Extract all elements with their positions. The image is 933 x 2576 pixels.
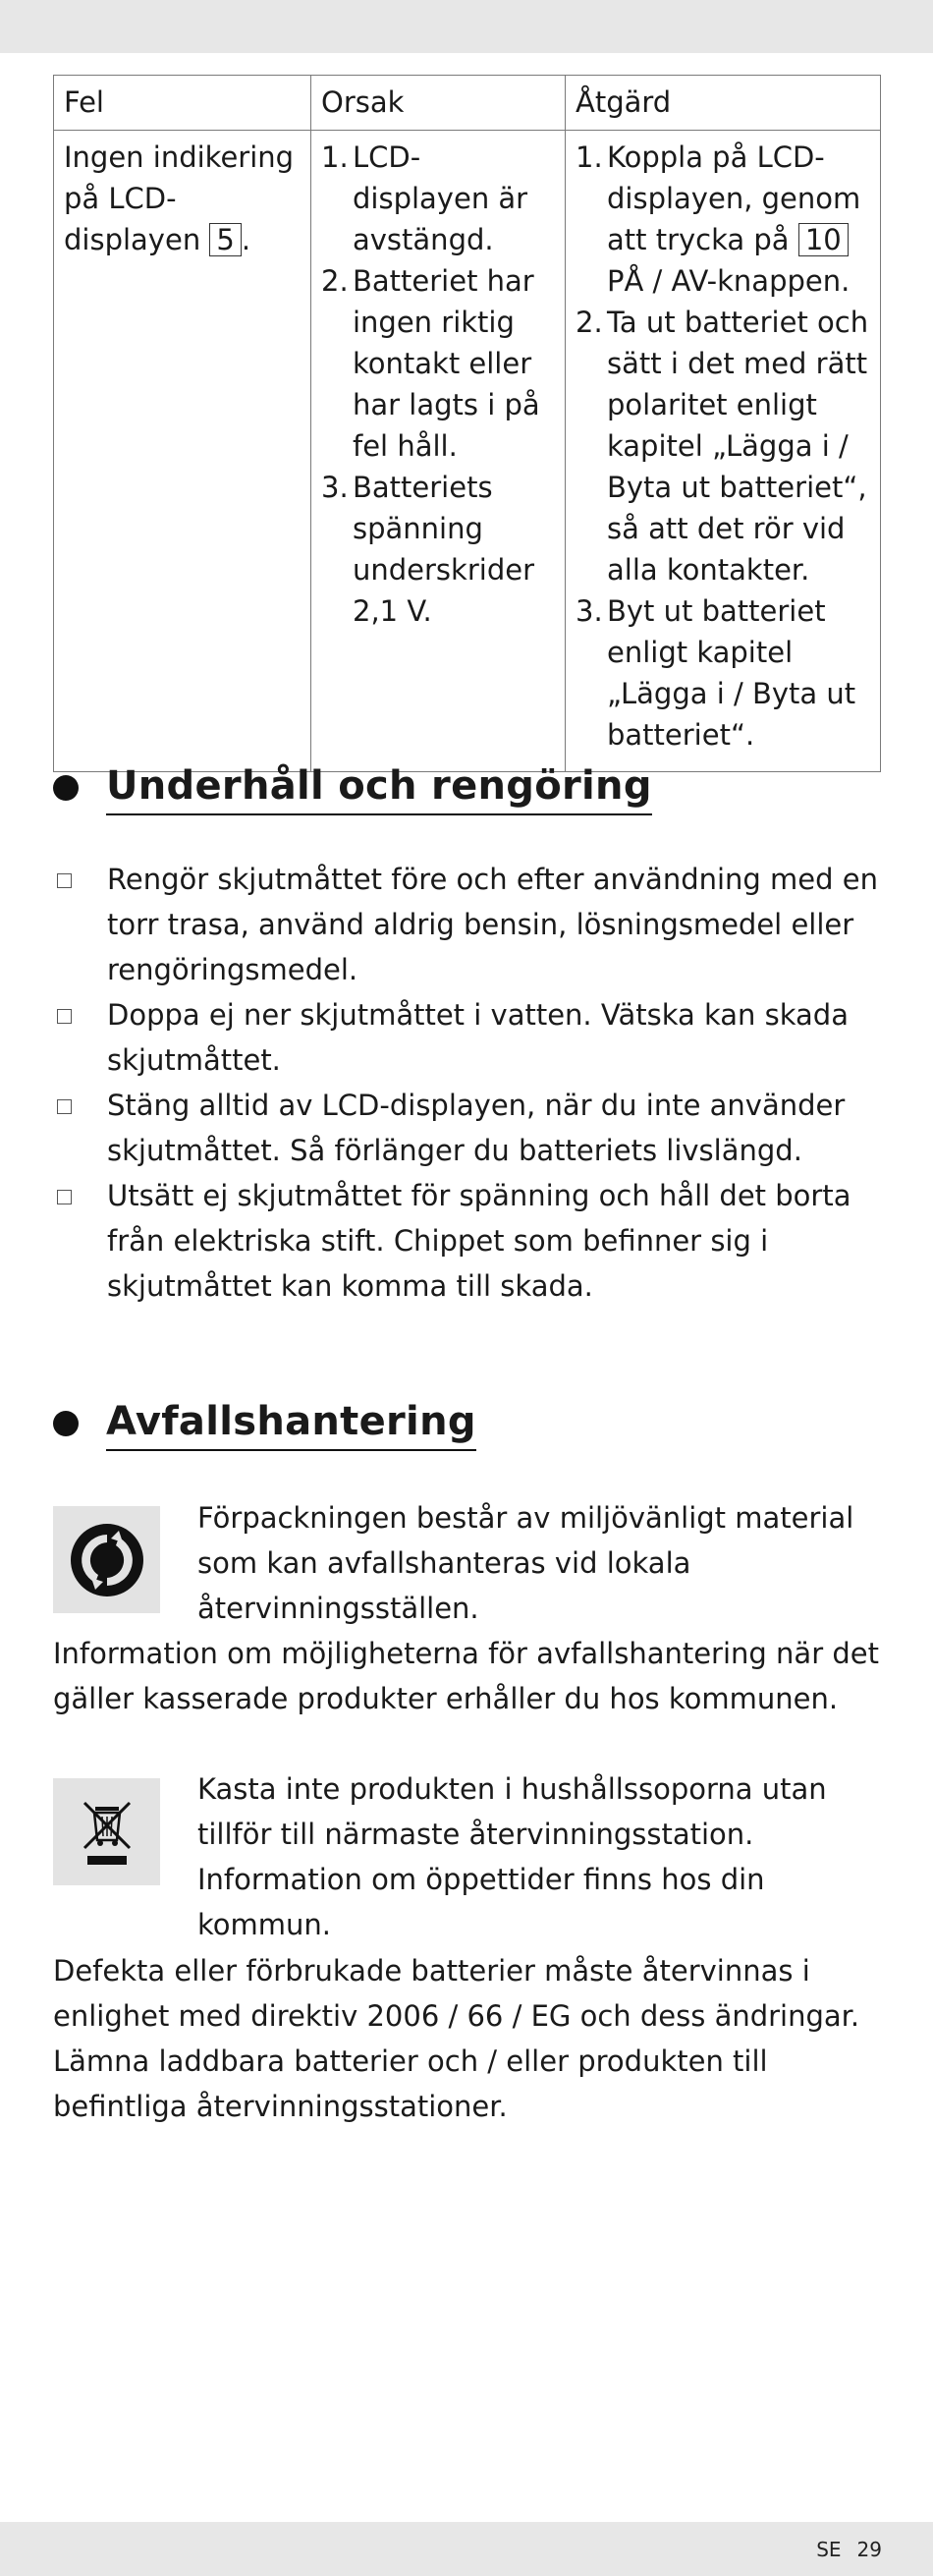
section-title: Avfallshantering bbox=[106, 1396, 476, 1451]
list-item: Doppa ej ner skjutmåttet i vatten. Vätska kan skada skjutmåttet. bbox=[53, 992, 880, 1083]
bottom-margin-band bbox=[0, 2522, 933, 2576]
fault-cell bbox=[54, 131, 311, 772]
fault-text: Ingen indikering på LCD-displayen bbox=[64, 140, 295, 256]
list-item: 1. Koppla på LCD-displayen, genom att trycka på 10 PÅ / AV-knappen. bbox=[576, 140, 861, 298]
list-item: 2. Ta ut batteriet och sätt i det med rätt polaritet enligt kapitel „Lägga i / Byta ut batteriet“, så att det rör vid alla kontakter. bbox=[576, 306, 869, 587]
column-header-action: Åtgärd bbox=[566, 76, 881, 131]
heading-bullet-icon bbox=[53, 1411, 79, 1436]
heading-bullet-icon bbox=[53, 775, 79, 801]
battery-text: Defekta eller förbrukade batterier måste återvinnas i enlighet med direktiv 2006 / 66 / EG och dess ändringar. Lämna laddbara batterier och / eller produkten till befintliga återvinningsstationer. bbox=[53, 1954, 860, 2123]
list-item: Rengör skjutmåttet före och efter användning med en torr trasa, använd aldrig bensin, lösningsmedel eller rengöringsmedel. bbox=[53, 857, 880, 992]
column-header-fault: Fel bbox=[54, 76, 311, 131]
section-title: Underhåll och rengöring bbox=[106, 760, 652, 815]
top-margin-band bbox=[0, 0, 933, 53]
list-item: Utsätt ej skjutmåttet för spänning och håll det borta från elektriska stift. Chippet som befinner sig i skjutmåttet kan komma till skada. bbox=[53, 1173, 880, 1309]
packaging-text: Förpackningen består av miljövänligt material som kan avfallshanteras vid lokala återvinningsställen. bbox=[197, 1501, 854, 1625]
maintenance-list bbox=[53, 857, 880, 1309]
page-number: 29 bbox=[856, 2537, 882, 2561]
reference-number-box: 10 bbox=[798, 223, 849, 256]
list-item: 1. LCD-displayen är avstängd. bbox=[321, 140, 528, 256]
action-list bbox=[576, 137, 870, 756]
list-item: Stäng alltid av LCD-displayen, när du inte använder skjutmåttet. Så förlänger du batteriets livslängd. bbox=[53, 1083, 880, 1173]
maintenance-heading bbox=[53, 760, 652, 815]
list-item: 3. Byt ut batteriet enligt kapitel „Lägga i / Byta ut batteriet“. bbox=[576, 594, 856, 752]
troubleshooting-table bbox=[53, 75, 881, 772]
crossed-out-wheelie-bin-icon bbox=[53, 1778, 160, 1885]
municipality-text: Information om möjligheterna för avfallshantering när det gäller kasserade produkter erhåller du hos kommunen. bbox=[53, 1637, 879, 1715]
language-code: SE bbox=[816, 2537, 842, 2561]
list-item: 3. Batteriets spänning underskrider 2,1 V. bbox=[321, 471, 534, 628]
reference-number-box: 5 bbox=[209, 223, 241, 256]
action-cell bbox=[566, 131, 881, 772]
disposal-heading bbox=[53, 1396, 476, 1451]
table-row bbox=[54, 131, 881, 772]
checkbox-bullet-icon bbox=[57, 1190, 72, 1204]
column-header-cause: Orsak bbox=[311, 76, 566, 131]
checkbox-bullet-icon bbox=[57, 1009, 72, 1024]
fault-suffix: . bbox=[241, 223, 251, 256]
checkbox-bullet-icon bbox=[57, 873, 72, 888]
recycling-green-dot-icon bbox=[53, 1506, 160, 1613]
cause-list bbox=[321, 137, 555, 632]
checkbox-bullet-icon bbox=[57, 1099, 72, 1114]
page-footer bbox=[816, 2522, 882, 2576]
list-item: 2. Batteriet har ingen riktig kontakt eller har lagts i på fel håll. bbox=[321, 264, 540, 463]
weee-text: Kasta inte produkten i hushållssoporna utan tillför till närmaste återvinningsstation. Information om öppettider finns hos din kommun. bbox=[197, 1772, 827, 1941]
cause-cell bbox=[311, 131, 566, 772]
table-header-row bbox=[54, 76, 881, 131]
